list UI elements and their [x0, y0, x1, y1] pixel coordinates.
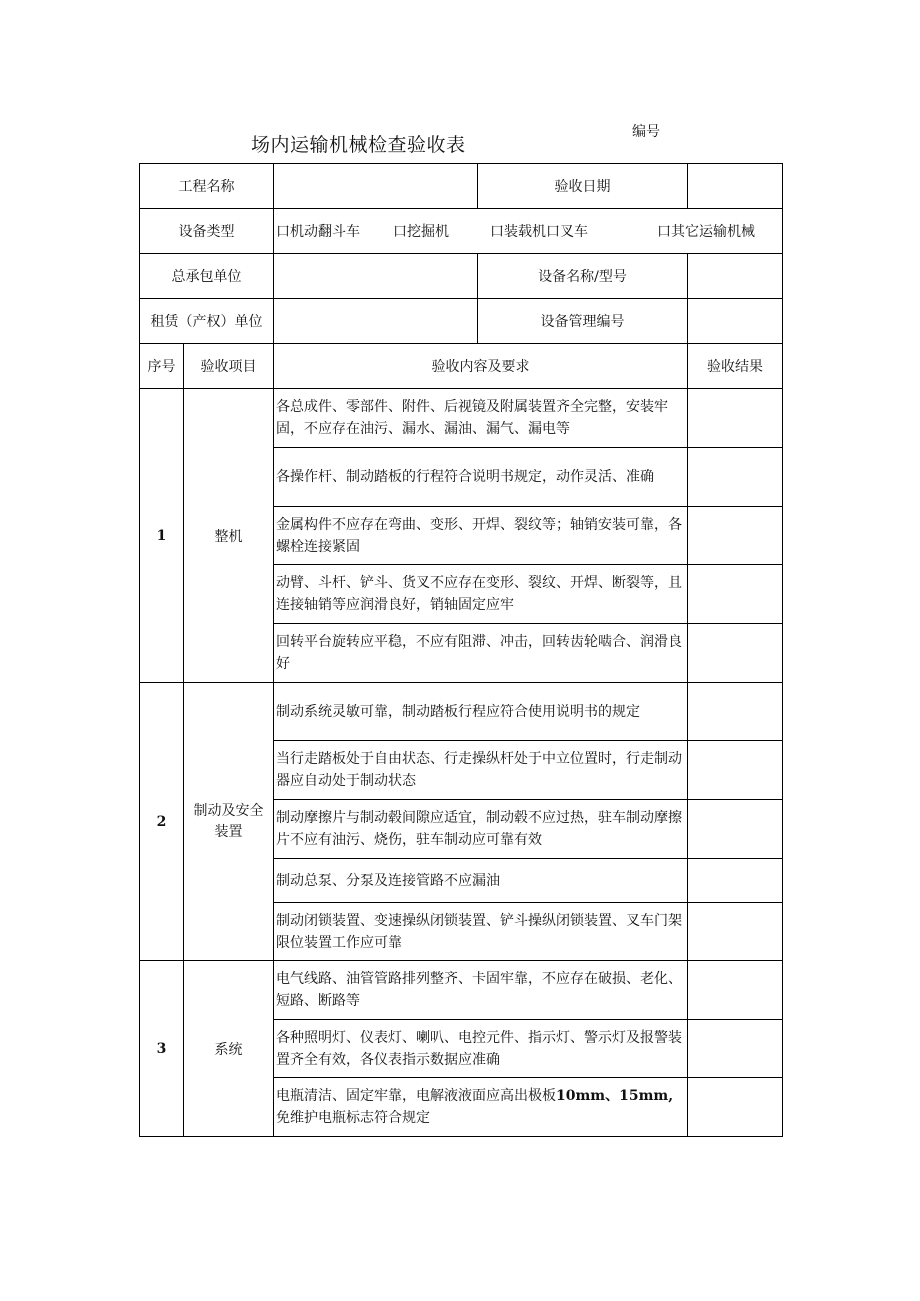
section-name: 制动及安全装置 — [184, 683, 274, 961]
equipment-model-field[interactable] — [688, 254, 783, 299]
requirement-text: 回转平台旋转应平稳，不应有阻滞、冲击，回转齿轮啮合、润滑良好 — [274, 624, 688, 683]
equipment-type-label: 设备类型 — [140, 209, 274, 254]
requirement-text-part: 电瓶清洁、固定牢靠，电解液液面应高出极板 — [276, 1088, 556, 1104]
lessor-label: 租赁（产权）单位 — [140, 299, 274, 344]
result-cell[interactable] — [688, 961, 783, 1020]
result-cell[interactable] — [688, 741, 783, 800]
section-name: 系统 — [184, 961, 274, 1137]
acceptance-date-field[interactable] — [688, 164, 783, 209]
column-header-item: 验收项目 — [184, 344, 274, 389]
requirement-text: 制动闭锁装置、变速操纵闭锁装置、铲斗操纵闭锁装置、叉车门架限位装置工作应可靠 — [274, 903, 688, 961]
equipment-type-option-other[interactable]: 口其它运输机械 — [657, 224, 755, 240]
result-cell[interactable] — [688, 565, 783, 624]
result-cell[interactable] — [688, 1020, 783, 1078]
column-header-result: 验收结果 — [688, 344, 783, 389]
requirement-text: 各种照明灯、仪表灯、喇叭、电控元件、指示灯、警示灯及报警装置齐全有效，各仪表指示数据应准确 — [274, 1020, 688, 1078]
equipment-type-option-loader-forklift[interactable]: 口装载机口叉车 — [490, 224, 588, 240]
result-cell[interactable] — [688, 624, 783, 683]
acceptance-date-label: 验收日期 — [478, 164, 688, 209]
result-cell[interactable] — [688, 800, 783, 859]
doc-number-label: 编号 — [632, 124, 660, 140]
section-name: 整机 — [184, 389, 274, 683]
project-name-field[interactable] — [274, 164, 478, 209]
equipment-type-options — [274, 209, 783, 254]
section-seq: 1 — [140, 389, 184, 683]
equipment-mgmt-no-field[interactable] — [688, 299, 783, 344]
requirement-text — [274, 1078, 688, 1137]
equipment-mgmt-no-label: 设备管理编号 — [478, 299, 688, 344]
column-header-seq: 序号 — [140, 344, 184, 389]
project-name-label: 工程名称 — [140, 164, 274, 209]
general-contractor-label: 总承包单位 — [140, 254, 274, 299]
section-seq: 3 — [140, 961, 184, 1137]
section-seq: 2 — [140, 683, 184, 961]
requirement-text: 制动总泵、分泵及连接管路不应漏油 — [274, 859, 688, 903]
equipment-model-label: 设备名称/型号 — [478, 254, 688, 299]
column-header-content: 验收内容及要求 — [274, 344, 688, 389]
lessor-field[interactable] — [274, 299, 478, 344]
general-contractor-field[interactable] — [274, 254, 478, 299]
result-cell[interactable] — [688, 859, 783, 903]
result-cell[interactable] — [688, 507, 783, 565]
requirement-text: 电气线路、油管管路排列整齐、卡固牢靠，不应存在破损、老化、短路、断路等 — [274, 961, 688, 1020]
requirement-text: 金属构件不应存在弯曲、变形、开焊、裂纹等；轴销安装可靠，各螺栓连接紧固 — [274, 507, 688, 565]
result-cell[interactable] — [688, 448, 783, 507]
requirement-text-part: 10mm、15mm, — [556, 1088, 674, 1104]
inspection-table — [139, 163, 783, 1137]
page-title: 场内运输机械检查验收表 — [251, 134, 466, 156]
equipment-type-option-excavator[interactable]: 口挖掘机 — [393, 224, 449, 240]
result-cell[interactable] — [688, 1078, 783, 1137]
requirement-text: 制动系统灵敏可靠，制动踏板行程应符合使用说明书的规定 — [274, 683, 688, 741]
requirement-text: 各总成件、零部件、附件、后视镜及附属装置齐全完整，安装牢固，不应存在油污、漏水、漏油、漏气、漏电等 — [274, 389, 688, 448]
requirement-text: 制动摩擦片与制动毂间隙应适宜，制动毂不应过热，驻车制动摩擦片不应有油污、烧伤，驻车制动应可靠有效 — [274, 800, 688, 859]
result-cell[interactable] — [688, 683, 783, 741]
requirement-text: 各操作杆、制动踏板的行程符合说明书规定，动作灵活、准确 — [274, 448, 688, 507]
result-cell[interactable] — [688, 903, 783, 961]
result-cell[interactable] — [688, 389, 783, 448]
equipment-type-option-dump-truck[interactable]: 口机动翻斗车 — [276, 224, 360, 240]
requirement-text-part: 免维护电瓶标志符合规定 — [276, 1110, 430, 1126]
requirement-text: 当行走踏板处于自由状态、行走操纵杆处于中立位置时，行走制动器应自动处于制动状态 — [274, 741, 688, 800]
requirement-text: 动臂、斗杆、铲斗、货叉不应存在变形、裂纹、开焊、断裂等，且连接轴销等应润滑良好，销轴固定应牢 — [274, 565, 688, 624]
